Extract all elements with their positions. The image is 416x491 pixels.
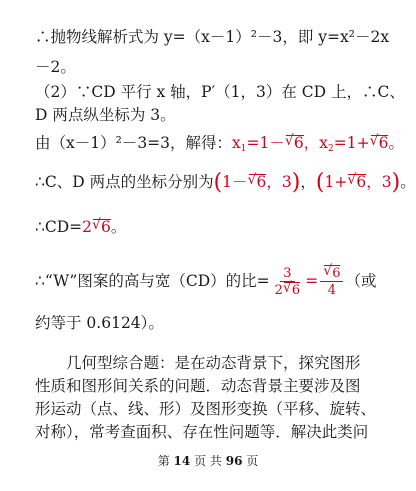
text-line: －2。 [35,58,76,76]
text-line: 约等于 0.6124）。 [35,314,164,332]
coords-line: ∴C、D 两点的坐标分别为(1－√ 6，3)，(1+√ 6，3)。 [35,172,416,193]
coords-text: ∴C、D 两点的坐标分别为 [35,173,214,191]
x1-root: $x_1=1-√$ 6 [232,134,304,152]
ratio-line [35,265,377,299]
ratio-text: ∴“W”图案的高与宽（CD）的比= [35,272,270,290]
paragraph-line: 形运动（点、线、形）及图形变换（平移、旋转、 [35,400,377,418]
paragraph-line: 性质和图形间关系的问题．动态背景主要涉及图 [35,377,361,395]
solve-line [35,133,404,159]
period: 。 [400,173,416,191]
point-d: (1+√ 6，3) [316,173,400,191]
equals-sign: = [305,272,319,290]
period: 。 [110,218,127,236]
cd-value: 2√ 6 [82,218,111,236]
page-number: 14 [173,454,191,468]
text-line: ∴抛物线解析式为 y=（x－1）²－3，即 y=x²－2x [35,28,390,46]
period: 。 [388,134,404,152]
ratio-simplified: √ $\frac{6}{4}$ [320,265,343,299]
ratio-note: （或 [345,272,377,290]
cd-text: ∴CD= [35,218,83,236]
solve-text: 由（x－1）²－3=3，解得： [35,134,233,152]
page-footer: 第 14 页 共 96 页 [157,454,259,468]
page-total: 96 [225,454,243,468]
cd-line [35,217,126,237]
paragraph-line: 对称），常考查面积、存在性问题等．解决此类问 [35,423,369,441]
paragraph-line: 几何型综合题：是在动态背景下，探究图形 [66,354,361,372]
point-c: (1－√ 6，3) [214,173,301,191]
root-separator: ， [303,134,320,152]
ratio-fraction: $\frac{3}{2√ 6}$ [272,266,304,299]
text-line: D 两点纵坐标为 3。 [35,106,176,124]
text-line: （2）∵CD 平行 x 轴，P′（1，3）在 CD 上，∴C、 [35,83,405,101]
x2-root: $x_2=1+√$ 6 [319,134,388,152]
